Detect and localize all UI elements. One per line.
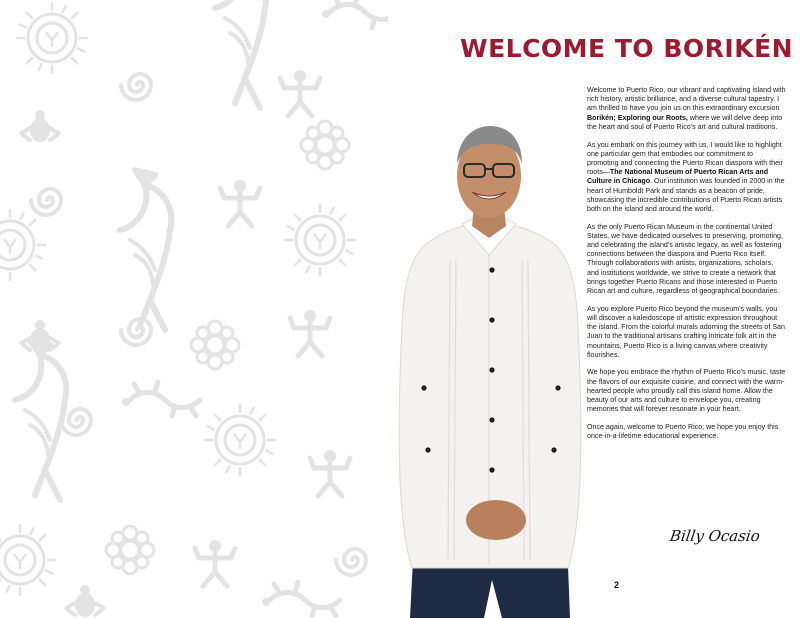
letter-paragraph-5: We hope you embrace the rhythm of Puerto Rico's music, taste the flavors of our exquisite cuisine, and connect with the warm-hearted people who proudly call this island home. Allow the beauty of our arts and culture to envelope you, creating memories that will forever resonate in your heart. (587, 368, 786, 414)
signature: Billy Ocasio (668, 527, 762, 545)
page-title: WELCOME TO BORIKÉN (460, 34, 794, 63)
letter-paragraph-4: As you explore Puerto Rico beyond the museum's walls, you will discover a kaleidoscope of artistic expression throughout the island. From the colorful murals adorning the streets of San Juan to the traditional artisans crafting intricate folk art in the mountains, Puerto Rico is a living canvas where creativity flourishes. (587, 304, 785, 359)
left-page-pattern-panel (0, 0, 388, 618)
welcome-letter (587, 86, 786, 450)
letter-paragraph-2: As you embark on this journey with us, I would like to highlight one particular gem that embodies our commitment to promoting and connecting the Puerto Rican diaspora with their roots—The National Museum of Puerto Rican Arts and Culture in Chicago. Our institution was founded in 2000 in the heart of Humboldt Park and stands as a beacon of pride, showcasing the incredible contributions of Puerto Rican artists both on the island and around the world. (587, 140, 785, 213)
excursion-name: Borikén; Exploring our Roots, (587, 113, 688, 122)
museum-name: The National Museum of Puerto Rican Arts and Culture in Chicago (587, 168, 769, 186)
letter-paragraph-6: Once again, welcome to Puerto Rico; we hope you enjoy this once-in-a-lifetime educational experience. (587, 423, 779, 441)
taino-petroglyph-pattern (0, 0, 388, 618)
portrait-photo (392, 120, 584, 618)
right-page (388, 0, 800, 618)
letter-paragraph-1: Welcome to Puerto Rico, our vibrant and captivating island with rich history, artistic brilliance, and a diverse cultural tapestry. I am thrilled to have you join us on this extraordinary excursion Borikén; Exploring our Roots, where we will delve deep into the heart and soul of Puerto Rico's art and cultural traditions. (587, 86, 786, 131)
letter-paragraph-3: As the only Puerto Rican Museum in the continental United States, we have dedicated ourselves to preserving, promoting, and celebrating the island's artistic legacy, as well as fostering connections between the diaspora and Puerto Rico itself. Through collaborations with artists, organizations, scholars, and institutions worldwide, we strive to create a network that brings together Puerto Ricans and those interested in Puerto Rican art and culture, regardless of geographical boundaries. (587, 222, 783, 296)
page-number: 2 (614, 580, 620, 590)
